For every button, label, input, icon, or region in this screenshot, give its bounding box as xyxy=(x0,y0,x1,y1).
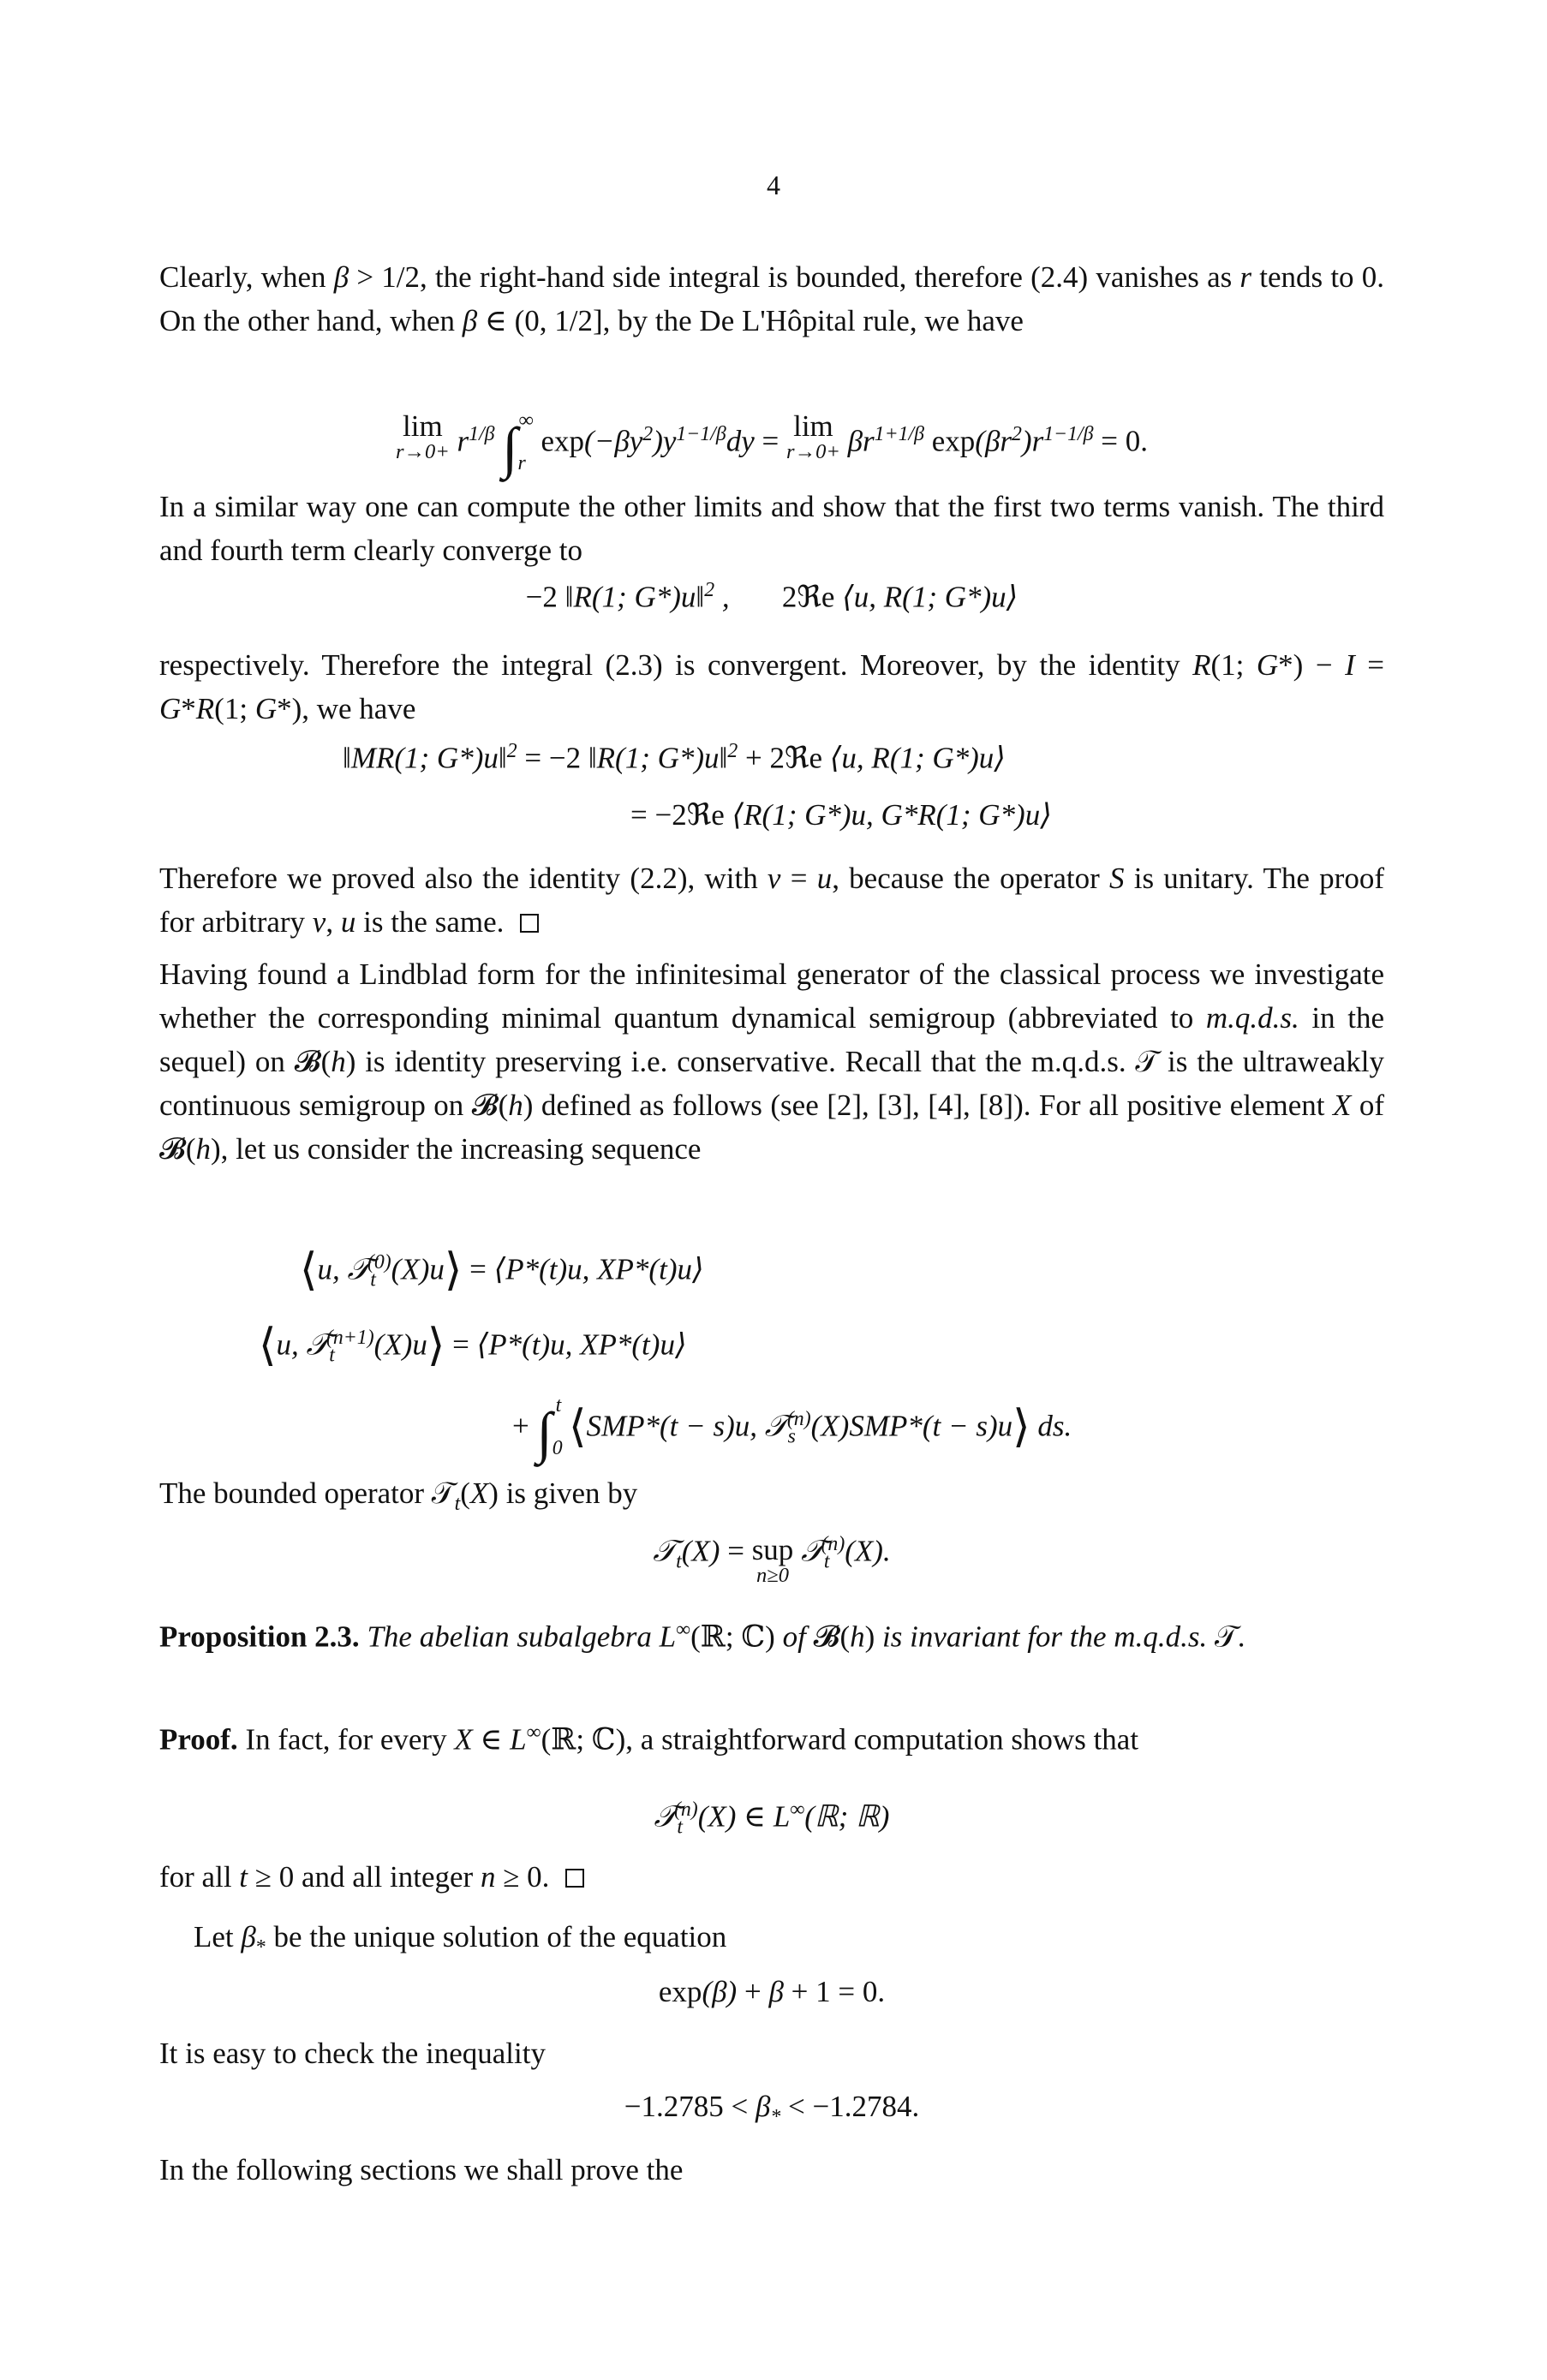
equation-sequence-line-1: ⟨u, 𝒯$_t^{(0)}$(X)u⟩ = ⟨P*(t)u, XP*(t)u⟩ xyxy=(300,1245,704,1295)
proposition-2-3: Proposition 2.3. The abelian subalgebra L∞(ℝ; ℂ) of 𝓑(h) is invariant for the m.q.d.s. 𝒯. xyxy=(159,1619,1245,1654)
proof-label: Proof. xyxy=(159,1722,238,1757)
qed-box-icon xyxy=(565,1869,584,1888)
equation-invariance: 𝒯$_t^{(n)}$(X) ∈ L∞(ℝ; ℝ) xyxy=(654,1798,890,1839)
paragraph-5: Having found a Lindblad form for the infinitesimal generator of the classical process we investigate whether the corresponding minimal quantum dynamical semigroup (abbreviated to m.q.d.s. in the sequel) on 𝓑(h) is identity preserving i.e. conservative. Recall that the m.q.d.s. 𝒯 is the ultraweakly continuous semigroup on 𝓑(h) defined as follows (see [2], [3], [4], [8]). For all positive element X of 𝓑(h), let us consider the increasing sequence xyxy=(159,957,1385,1166)
paragraph-2: In a similar way one can compute the other limits and show that the first two terms vanish. The third and fourth term clearly converge to xyxy=(159,490,1384,567)
paragraph-7: for all t ≥ 0 and all integer n ≥ 0. xyxy=(159,1855,1384,1899)
paragraph-6: The bounded operator 𝒯$_t$(X) is given by xyxy=(159,1476,638,1515)
paragraph-3: respectively. Therefore the integral (2.3) is convergent. Moreover, by the identity R(1; G*) − I = G*R(1; G*), we have xyxy=(159,648,1384,725)
equation-sequence-line-3: + $\int_0^t$ ⟨SMP*(t − s)u, 𝒯$_s^{(n)}$(X)SMP*(t − s)u⟩ ds. xyxy=(512,1394,1072,1465)
equation-norm-line-2: = −2ℜe ⟨R(1; G*)u, G*R(1; G*)u⟩ xyxy=(630,798,1052,832)
equation-limit: lim r→0+ $r^{1/\beta}$ $\int_r^\infty$ $\exp(-\beta y^2)y^{1-1/\beta}dy = \lim$ r→0+ $\beta r^{1+1/\beta}$ $\exp(\beta r^2)r^{1-1/\beta} = 0$. xyxy=(395,409,1149,480)
equation-sup: 𝒯$_t$(X) = sup n≥0 𝒯$_t^{(n)}$(X). xyxy=(653,1533,891,1587)
paragraph-9: It is easy to check the inequality xyxy=(159,2037,546,2070)
paragraph-1: Clearly, when β > 1/2, the right-hand side integral is bounded, therefore (2.4) vanishes as r tends to 0. On the other hand, when β ∈ (0, 1/2], by the De L'Hôpital rule, we have xyxy=(159,260,1384,337)
qed-box-icon xyxy=(520,914,539,933)
equation-norm-line-1: ‖MR(1; G*)u‖$^2$ = −2 ‖R(1; G*)u‖$^2$ + 2ℜe ⟨u, R(1; G*)u⟩ xyxy=(343,740,1006,775)
equation-sequence-line-2: ⟨u, 𝒯$_t^{(n+1)}$(X)u⟩ = ⟨P*(t)u, XP*(t)u⟩ xyxy=(259,1321,687,1370)
paragraph-10: In the following sections we shall prove the xyxy=(159,2153,684,2186)
page-number: 4 xyxy=(767,170,780,200)
proof-2-3: Proof. In fact, for every X ∈ L∞(ℝ; ℂ), a straightforward computation shows that xyxy=(159,1721,1139,1757)
paragraph-4: Therefore we proved also the identity (2.2), with v = u, because the operator S is unitary. The proof for arbitrary v, u is the same. xyxy=(159,862,1384,939)
equation-inequality: $-1.2785 < \beta_* < -1.2784$. xyxy=(624,2090,920,2128)
paragraph-8: Let $\beta_*$ be the unique solution of the equation xyxy=(194,1920,727,1959)
proposition-label: Proposition 2.3. xyxy=(159,1619,360,1654)
equation-limits: −2 ‖R(1; G*)u‖$^2$ , 2ℜe ⟨u, R(1; G*)u⟩ xyxy=(525,579,1018,614)
equation-beta: exp(β) + β + 1 = 0. xyxy=(658,1975,886,2008)
